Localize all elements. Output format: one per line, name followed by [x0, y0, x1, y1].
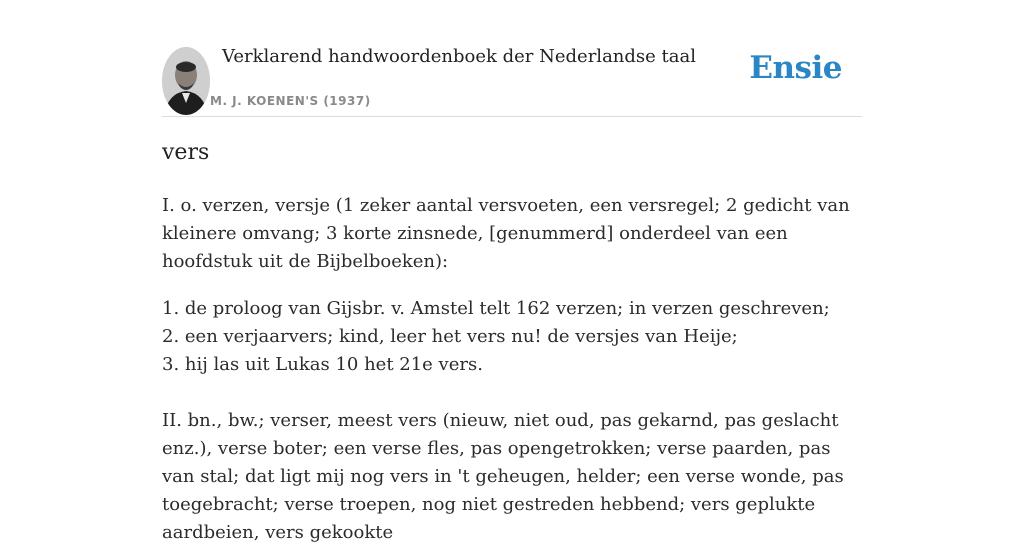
portrait-icon	[162, 47, 210, 115]
definition-examples	[162, 295, 862, 379]
dictionary-title: Verklarend handwoordenboek der Nederlandse taal	[222, 46, 696, 67]
dictionary-author: M. J. KOENEN'S (1937)	[210, 94, 371, 108]
page-content	[162, 0, 862, 543]
example-line: 3. hij las uit Lukas 10 het 21e vers.	[162, 354, 483, 375]
example-line: 1. de proloog van Gijsbr. v. Amstel telt 162 verzen; in verzen geschreven;	[162, 298, 830, 319]
example-line: 2. een verjaarvers; kind, leer het vers nu! de versjes van Heije;	[162, 326, 738, 347]
entry-headword: vers	[162, 140, 210, 165]
definition-part-1: I. o. verzen, versje (1 zeker aantal versvoeten, een versregel; 2 gedicht van kleinere omvang; 3 korte zinsnede, [genummerd] onderdeel van een hoofdstuk uit de Bijbelboeken):	[162, 195, 850, 272]
definition-part-2: II. bn., bw.; verser, meest vers (nieuw, niet oud, pas gekarnd, pas geslacht enz.), verse boter; een verse fles, pas opengetrokken; verse paarden, pas van stal; dat ligt mij nog vers in 't geheugen, helder; een verse wonde, pas toegebracht; verse troepen, nog niet gestreden hebbend; vers geplukte aardbeien, vers gekookte	[162, 410, 844, 543]
dictionary-header	[162, 0, 862, 117]
author-portrait	[162, 47, 210, 115]
ensie-logo-link[interactable]: Ensie	[749, 50, 842, 86]
